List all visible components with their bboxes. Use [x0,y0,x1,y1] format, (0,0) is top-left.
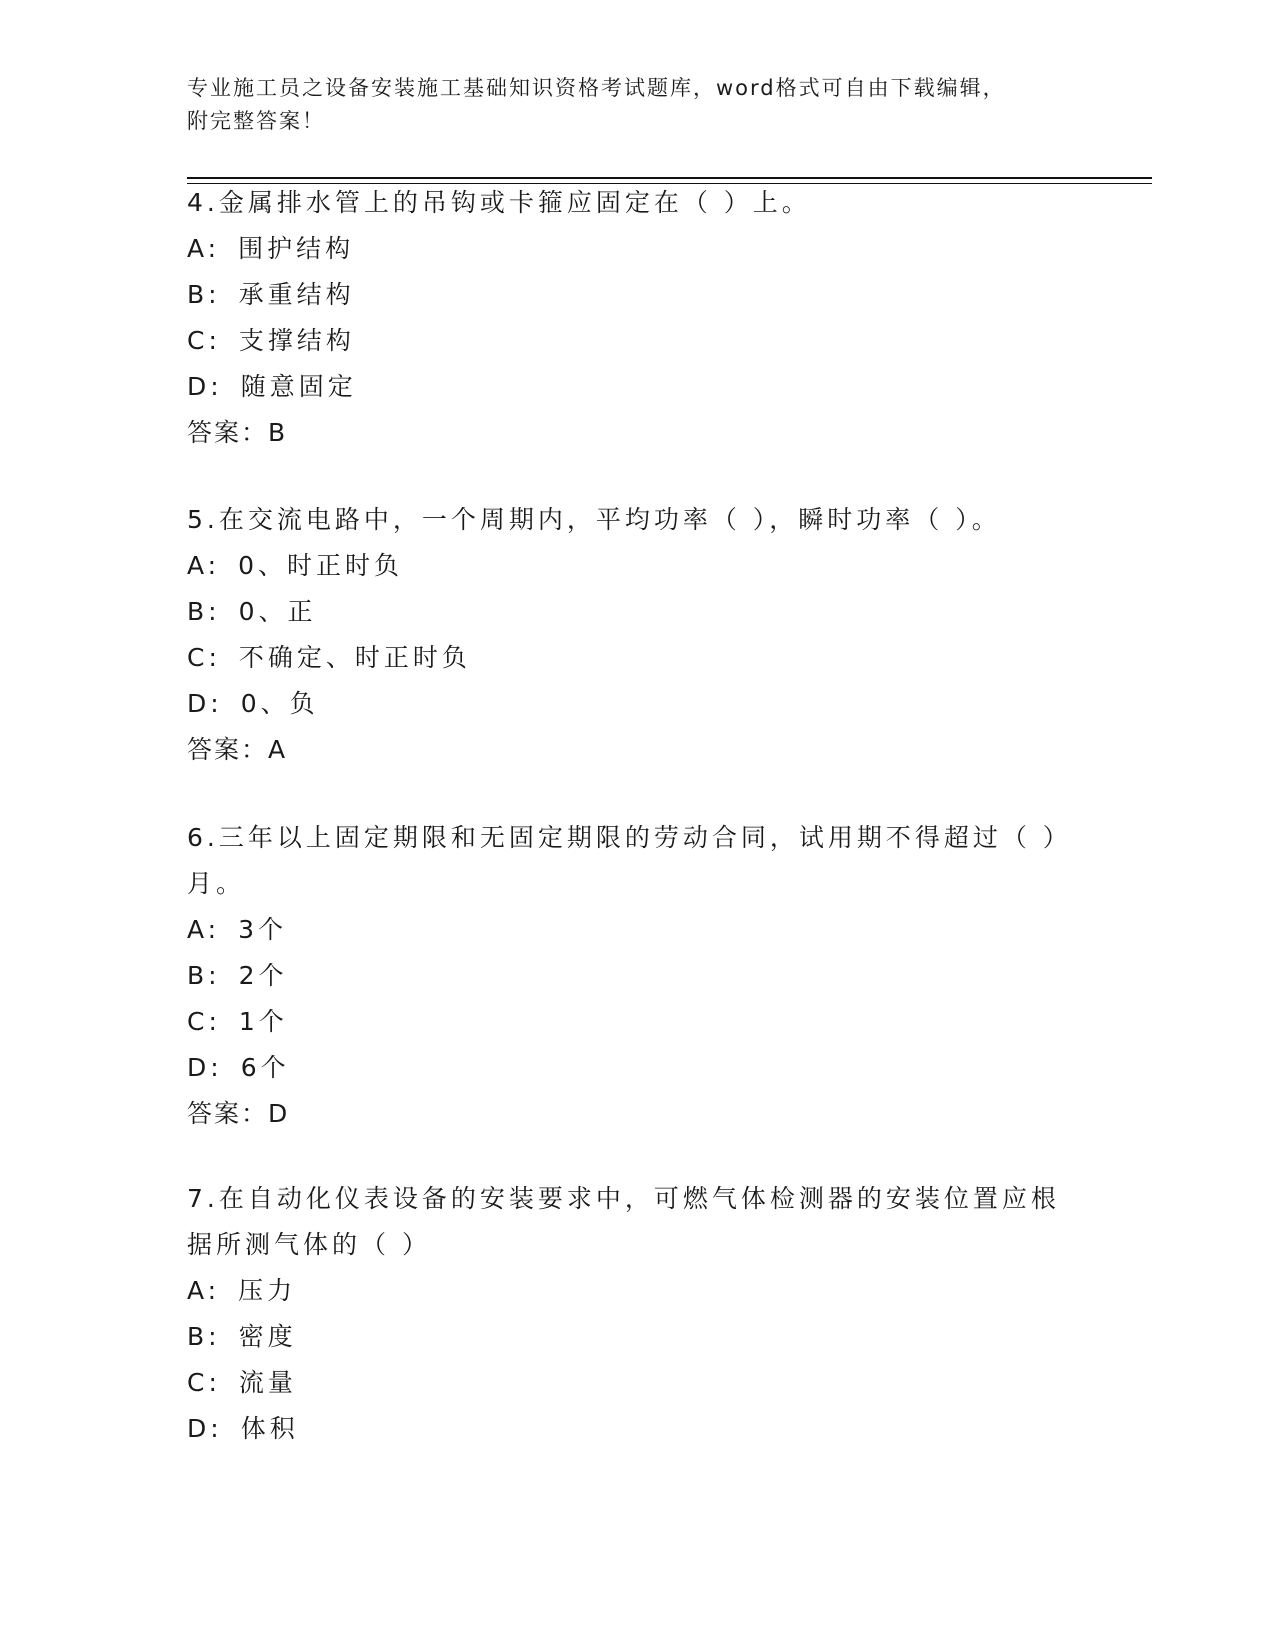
question-stem: 6.三年以上固定期限和无固定期限的劳动合同，试用期不得超过（ ）月。 [187,823,1060,898]
option-text: 随意固定 [240,372,357,401]
option-text: 2个 [238,961,288,990]
option-key: B: [187,597,221,626]
option-text: 密度 [238,1322,297,1351]
option-text: 0、时正时负 [238,551,403,580]
option-text: 0、正 [238,597,317,626]
option-text: 围护结构 [238,234,355,263]
document-header [187,72,1067,138]
option-b [187,272,1067,318]
option-key: C: [187,1007,221,1036]
option-d [187,681,1067,727]
option-b [187,589,1067,635]
question-4 [187,180,1067,456]
option-text: 体积 [240,1414,299,1443]
option-b [187,953,1067,999]
option-key: C: [187,643,221,672]
option-key: B: [187,280,221,309]
option-d [187,1406,1067,1452]
question-stem: 4.金属排水管上的吊钩或卡箍应固定在（ ）上。 [187,188,811,217]
option-key: B: [187,1322,221,1351]
option-b [187,1314,1067,1360]
header-line-1: 专业施工员之设备安装施工基础知识资格考试题库，word格式可自由下载编辑， [187,76,1006,100]
option-key: D: [187,689,223,718]
option-text: 流量 [238,1368,297,1397]
option-a [187,543,1067,589]
header-divider-thick [187,177,1152,179]
option-c [187,1360,1067,1406]
option-c [187,635,1067,681]
option-a [187,226,1067,272]
question-stem: 7.在自动化仪表设备的安装要求中，可燃气体检测器的安装位置应根据所测气体的（ ） [187,1184,1060,1259]
answer: 答案：A [187,735,288,764]
option-text: 6个 [240,1053,290,1082]
option-key: D: [187,1053,223,1082]
option-key: C: [187,326,221,355]
option-text: 3个 [238,915,287,944]
option-c [187,999,1067,1045]
option-text: 压力 [238,1276,297,1305]
option-d [187,1045,1067,1091]
option-d [187,364,1067,410]
option-key: A: [187,234,221,263]
option-key: C: [187,1368,221,1397]
question-5 [187,497,1067,773]
option-text: 不确定、时正时负 [238,643,471,672]
option-text: 承重结构 [238,280,355,309]
option-text: 支撑结构 [238,326,355,355]
question-7 [187,1176,1067,1452]
header-line-2: 附完整答案！ [187,109,325,133]
option-text: 0、负 [240,689,319,718]
option-key: D: [187,372,223,401]
option-key: A: [187,1276,221,1305]
option-key: A: [187,551,221,580]
option-key: B: [187,961,221,990]
option-a [187,907,1067,953]
option-c [187,318,1067,364]
option-a [187,1268,1067,1314]
option-key: A: [187,915,221,944]
question-stem: 5.在交流电路中，一个周期内，平均功率（ ），瞬时功率（ ）。 [187,505,1001,534]
option-text: 1个 [238,1007,288,1036]
answer: 答案：D [187,1099,290,1128]
option-key: D: [187,1414,223,1443]
question-6 [187,815,1067,1137]
answer: 答案：B [187,418,288,447]
